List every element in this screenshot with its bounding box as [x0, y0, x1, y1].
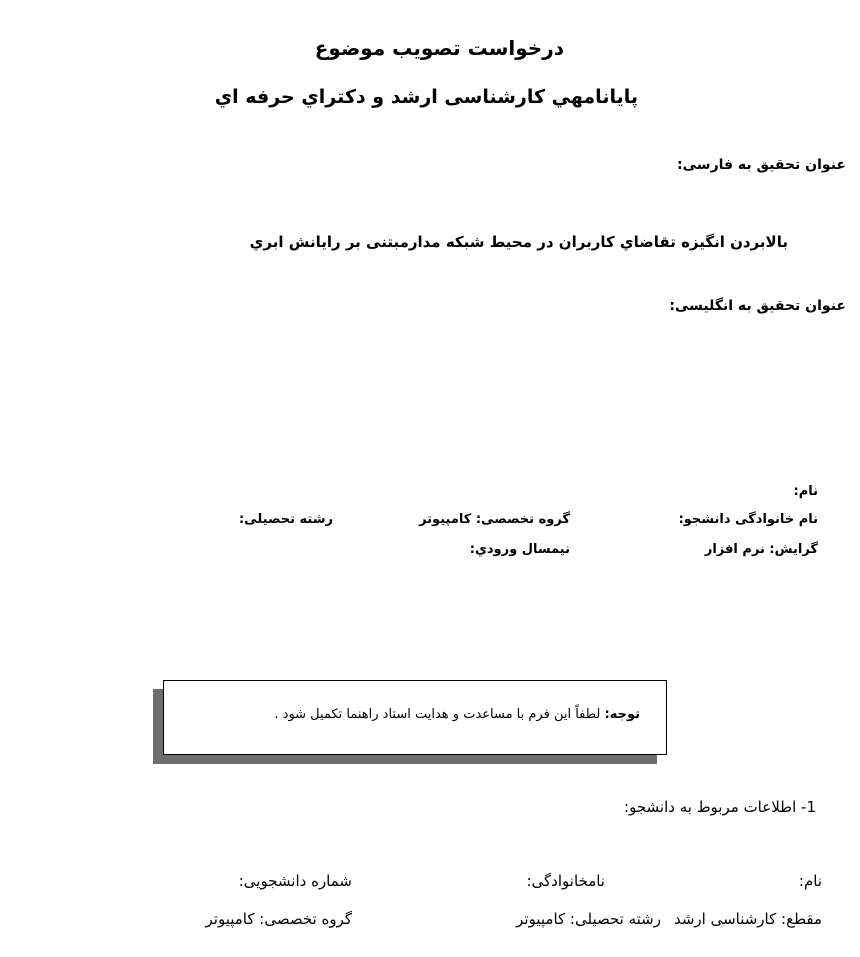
note-text: [274, 707, 640, 722]
english-title-label: عنوان تحقيق به انگليسی:: [669, 298, 846, 314]
note-bold-label: توجه:: [604, 707, 640, 722]
row1-name: نام:: [798, 872, 822, 890]
note-body: لطفاً اين فرم با مساعدت و هدايت استاد راهنما تكميل شود .: [274, 707, 605, 722]
note-box: [163, 680, 667, 755]
student-orientation-label: گرايش: نرم افزار: [704, 542, 818, 557]
row2-field: رشته تحصيلی: كامپيوتر: [516, 910, 661, 928]
student-group-label: گروه تخصصی: كامپيوتر: [419, 512, 570, 527]
student-field-label: رشته تحصيلی:: [238, 512, 333, 527]
persian-title-value: بالابردن انگيزه تقاضاي كاربران در محيط شبكه مدارمبتنی بر رايانش ابري: [249, 233, 788, 251]
student-name-label: نام:: [793, 484, 818, 499]
page-title: درخواست تصويب موضوع: [314, 36, 564, 60]
student-family-label: نام خانوادگی دانشجو:: [678, 512, 818, 527]
row1-family: نامخانوادگی:: [526, 872, 605, 890]
student-entry-term-label: نيمسال ورودي:: [469, 542, 570, 557]
section1-heading: 1- اطلاعات مربوط به دانشجو:: [624, 798, 816, 816]
persian-title-label: عنوان تحقيق به فارسی:: [677, 157, 846, 173]
page-subtitle: پايانامهي كارشناسی ارشد و دكتراي حرفه اي: [214, 86, 638, 108]
row2-group: گروه تخصصی: كامپيوتر: [205, 910, 352, 928]
row2-level: مقطع: كارشناسی ارشد: [673, 910, 822, 928]
row1-student-number: شماره دانشجويی:: [238, 872, 352, 890]
